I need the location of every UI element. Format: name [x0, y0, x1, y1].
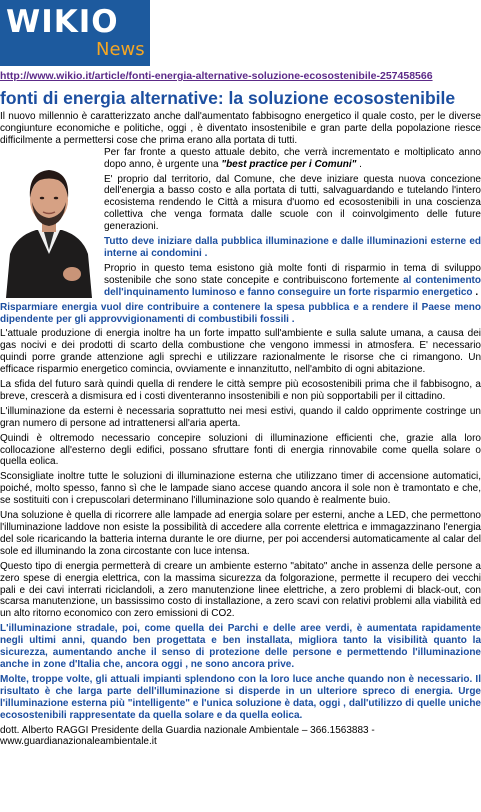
footer-website-link[interactable]: www.guardianazionaleambientale.it [0, 736, 157, 748]
paragraph-3: E' proprio dal territorio, dal Comune, che deve iniziare questa nuova concezione dell'energia a basso costo e alla portata di tutti, salvaguardando e tutelando l'intero ecosistema rendendo le Città a misura d'uomo ed ecosostenibili in una coscienza collettiva che venga formata dalle scuole con il coinvolgimento delle future generazioni. [104, 173, 481, 233]
paragraph-1: Il nuovo millennio è caratterizzato anche dall'aumentato fabbisogno energetico il quale costo, per le diverse congiunture economiche e politiche, oggi , è diventato insostenibile e gran parte della popolazione riesce difficilmente a permettersi cose che prima erano alla portata di tutti. [0, 111, 481, 146]
paragraph-14-highlight: L'illuminazione stradale, poi, come quella dei Parchi e delle aree verdi, è aumentata rapidamente negli ultimi anni, quando ben progettata e ben installata, migliora tanto la visibilità quanto la sicurezza, aumentando anche il senso di protezione delle persone e permettendo l'illuminazione anche in zone d'Italia che, ancora oggi , ne sono ancora prive. [0, 623, 481, 670]
logo-news-text: News [96, 39, 145, 60]
paragraph-5-text: Proprio in questo tema esistono già molte fonti di risparmio in tema di sviluppo sostenibile che sono state concepite e contribuiscono fortemente [104, 262, 481, 286]
paragraph-2-end: . [356, 158, 362, 170]
paragraph-5-end: . [472, 286, 479, 298]
author-signature: dott. Alberto RAGGI Presidente della Guardia nazionale Ambientale – 366.1563883 - [0, 724, 375, 736]
best-practice-quote: "best practice per i Comuni" [221, 158, 357, 170]
paragraph-11: Sconsigliate inoltre tutte le soluzioni di illuminazione esterna che utilizzano timer di accensione automatici, poiché, molto spesso, fanno sì che le lampade siano accese quando ancora il sole non è tramontato e che, se sostituiti con i crepuscolari determinano l'illuminazione solo quando è realmente buio. [0, 471, 481, 507]
wikio-news-logo[interactable] [0, 0, 150, 66]
logo-wikio-text: WIKIO [6, 4, 119, 40]
paragraph-2-text: Per far fronte a questo attuale debito, che verrà incrementato e moltiplicato anno dopo anno, è urgente una [104, 146, 481, 170]
author-portrait-image [0, 150, 98, 298]
article-body [0, 111, 481, 748]
paragraph-15-highlight: Molte, troppe volte, gli attuali impianti splendono con la loro luce anche quando non è necessario. Il risultato è che larga parte dell'illuminazione si disperde in un ulteriore spreco di energia. Urge l'illuminazione esterna più "intelligente" e l'unica soluzione è data, oggi , dall'utilizzo di quelle uniche ecosostenibili rappresentate da quella solare e da quella eolica. [0, 673, 481, 721]
article-title: fonti di energia alternative: la soluzione ecosostenibile [0, 88, 456, 108]
paragraph-13: Questo tipo di energia permetterà di creare un ambiente esterno "abitato" anche in assenza delle persone a zero spese di energia elettrica, con la massima sicurezza da folgorazione, permette il recupero dei vecchi pali e dei cavi interrati riciclandoli, a zero manutenzione linee elettriche, a zero problemi di black-out, con scarsa manutenzione, un bassissimo costo di installazione, a zero scavi con relativi problemi alla viabilità ed un alto ritorno economico con zero emissioni di CO2. [0, 560, 481, 620]
author-photo [0, 150, 98, 298]
paragraph-9: L'illuminazione da esterni è necessaria soprattutto nei mesi estivi, quando il caldo opprimente costringe un gran numero di persone ad intrattenersi all'aria aperta. [0, 405, 481, 429]
paragraph-6-highlight: Risparmiare energia vuol dire contribuire a contenere la spesa pubblica e a rendere il Paese meno dipendente per gli approvvigionamenti di combustibili fossili . [0, 301, 481, 325]
paragraph-5-highlight: al contenimento dell'inquinamento luminoso e fanno conseguire un forte risparmio energetico [104, 274, 481, 298]
article-url-link[interactable]: http://www.wikio.it/article/fonti-energia-alternative-soluzione-ecosostenibile-257458566 [0, 70, 433, 82]
paragraph-12: Una soluzione è quella di ricorrere alle lampade ad energia solare per esterni, anche a LED, che permettono l'illuminazione laddove non esiste la possibilità di accedere alla corrente elettrica e immagazzinano l'energia del sole ricaricando la batteria interna durante le ore diurne, per poi accendersi automaticamente al calar del sole ed illuminando la zona circostante con luce intensa. [0, 510, 481, 557]
paragraph-4-highlight: Tutto deve iniziare dalla pubblica illuminazione e dalle illuminazioni esterne ed interne ai condomini . [104, 236, 481, 259]
paragraph-7: L'attuale produzione di energia inoltre ha un forte impatto sull'ambiente e sulla salute umana, a causa dei gas nocivi e dei prodotti di scarto della combustione che vengono immessi in atmosfera. E' necessario quindi porre grande attenzione agli sprechi e utilizzare razionalmente le risorse che ci rimangono. Un efficace risparmio energetico comincia, ovviamente e innanzitutto, nell'ambito di ogni abitazione. [0, 328, 481, 376]
paragraph-8: La sfida del futuro sarà quindi quella di rendere le città sempre più ecosostenibili prima che il fabbisogno, a breve, crescerà a dismisura ed i costi diventeranno insostenibili e non più sopportabili per il cittadino. [0, 379, 481, 402]
paragraph-10: Quindi è oltremodo necessario concepire soluzioni di illuminazione efficienti che, grazie alla loro collocazione all'esterno degli edifici, possano sfruttare fonti di energia rinnovabile come quella solare o quella eolica. [0, 432, 481, 468]
